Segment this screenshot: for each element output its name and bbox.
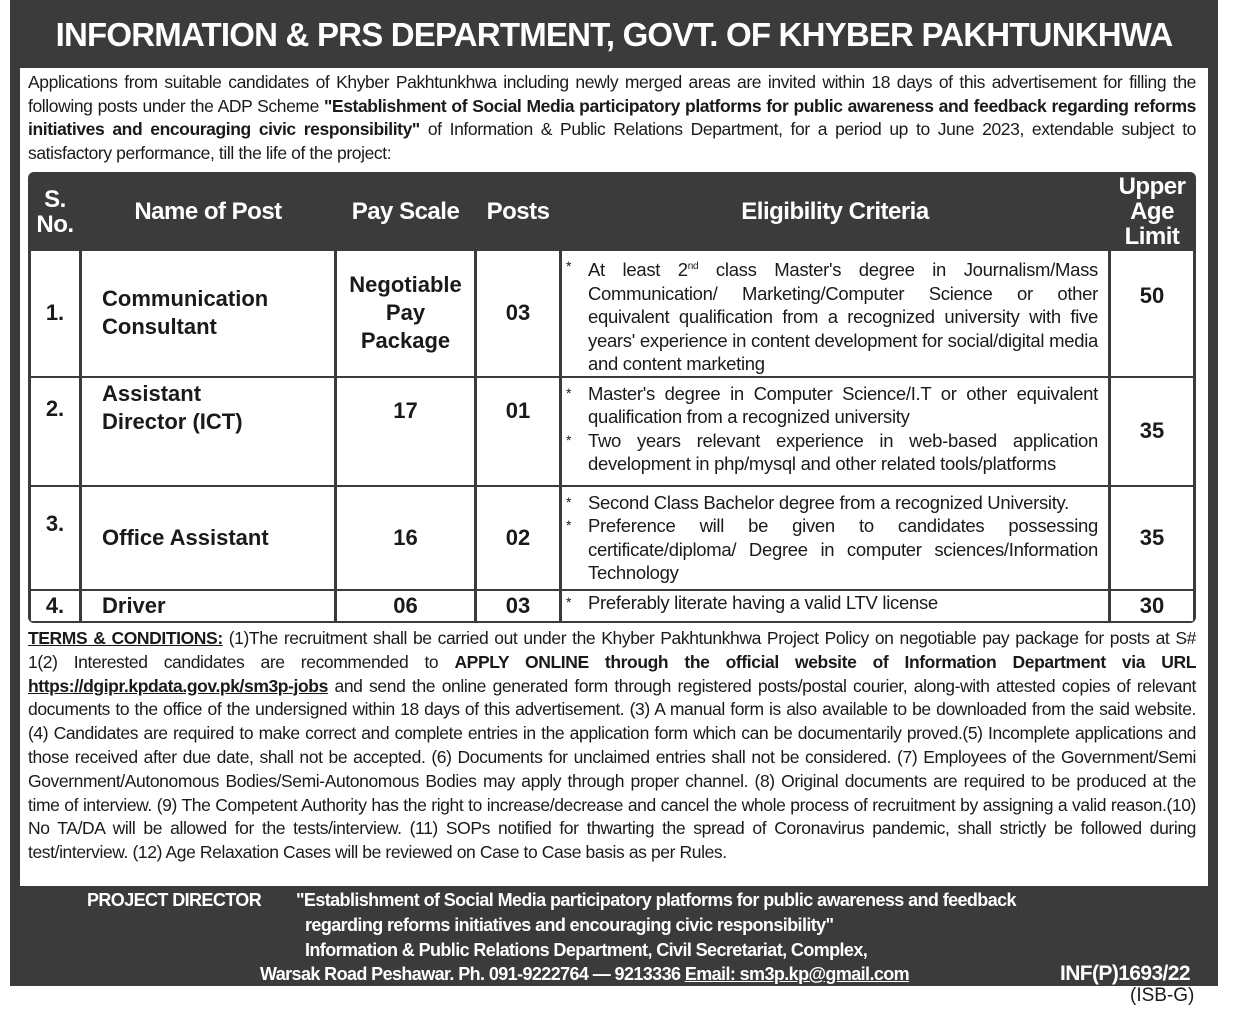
title-text: INFORMATION & PRS DEPARTMENT, GOVT. OF KHYBER PAKHTUNKHWA (55, 16, 1173, 53)
cell-pay: 17 (337, 378, 474, 485)
intro-paragraph (28, 71, 1196, 165)
cell-sno: 2. (31, 378, 79, 485)
footer-line-3: Information & Public Relations Department, Civil Secretariat, Complex, (305, 940, 868, 960)
cell-name: Driver (82, 591, 334, 621)
terms-text: and send the online generated form through registered posts/postal courier, along-with attested copies of relevant documents to the office of the undersigned within 18 days of this advertisement. (3) A manual form is also available to be downloaded from the said website. (4) Candidates are required to make correct and complete entries in the application form which can be documentarily proved.(5) Incomplete applications and those received after due date, shall not be accepted. (6) Documents for unclaimed entries shall not be considered. (7) Employees of the Government/Semi Government/Autonomous Bodies/Semi-Autonomous Bodies may apply through proper channel. (8) Original documents are required to be produced at the time of interview. (9) The Competent Authority has the right to increase/decrease and cancel the whole process of recruitment by assigning a valid reason.(10) No TA/DA will be allowed for the tests/interview. (11) SOPs notified for thwarting the spread of Coronavirus pandemic, shall strictly be followed during test/interview. (12) Age Relaxation Cases will be reviewed on Case to Case basis as per Rules. (28, 675, 1196, 863)
table-row (31, 487, 1193, 589)
cell-age: 50 (1111, 251, 1193, 376)
cell-age: 30 (1111, 591, 1193, 621)
footer-line-2: regarding reforms initiatives and encouraging civic responsibility" (305, 915, 834, 935)
header-eligibility: Eligibility Criteria (562, 174, 1108, 249)
cell-pay: Negotiable Pay Package (337, 251, 474, 376)
intro-text: Applications from suitable candidates of Khyber Pakhtunkhwa including newly merged areas are invited within 18 days of this advertisement for filling the following posts under the ADP Scheme (28, 72, 1196, 116)
footer-line-1: "Establishment of Social Media participatory platforms for public awareness and feedback (296, 890, 1016, 910)
table-header (31, 174, 1193, 249)
cell-sno: 3. (31, 487, 79, 589)
cell-age: 35 (1111, 378, 1193, 485)
cell-posts: 03 (477, 591, 559, 621)
table-row (31, 251, 1193, 376)
cell-sno: 4. (31, 591, 79, 621)
scheme-name: "Establishment of Social Media participatory platforms for public awareness and feedback regarding reforms initiatives and encouraging civic responsibility" (28, 95, 1196, 139)
terms-text: (1)The recruitment shall be carried out under the Khyber Pakhtunkhwa Project Policy on negotiable pay package for posts at S# 1(2) Interested candidates are recommended to (28, 628, 1196, 672)
terms-heading: TERMS & CONDITIONS: (28, 628, 223, 648)
cell-eligibility: * Second Class Bachelor degree from a recognized University. * Preference will be given to candidates possessing certificate/diploma/ Degree in computer sciences/Information Technology (562, 487, 1108, 589)
header-name: Name of Post (82, 174, 334, 249)
cell-name: Communication Consultant (82, 251, 334, 376)
cell-posts: 01 (477, 378, 559, 485)
cell-name: Office Assistant (82, 487, 334, 589)
apply-online-text: APPLY ONLINE through the official website of Information Department via URL (454, 651, 1196, 672)
cell-posts: 02 (477, 487, 559, 589)
email-link[interactable]: Email: sm3p.kp@gmail.com (684, 964, 910, 984)
cell-posts: 03 (477, 251, 559, 376)
header-pay: Pay Scale (337, 174, 474, 249)
cell-eligibility: * At least 2nd class Master's degree in Journalism/Mass Communication/ Marketing/Computer Science or other equivalent qualification from a recognized university with five years' experience in content development for social/digital media and content marketing (562, 251, 1108, 376)
header-age: Upper Age Limit (1111, 174, 1193, 249)
header-sno: S. No. (31, 174, 79, 249)
reference-number: INF(P)1693/22 (1060, 962, 1190, 985)
table-row (31, 591, 1193, 621)
intro-text: of Information & Public Relations Department, for a period up to June 2023, extendable subject to satisfactory performance, till the life of the project: (28, 119, 1196, 163)
table-row (31, 378, 1193, 485)
application-url-link[interactable]: https://dgipr.kpdata.gov.pk/sm3p-jobs (28, 675, 328, 696)
posts-table (28, 172, 1196, 623)
cell-age: 35 (1111, 487, 1193, 589)
cell-name: Assistant Director (ICT) (82, 378, 334, 485)
header-posts: Posts (477, 174, 559, 249)
agency-code: (ISB-G) (1130, 985, 1195, 1006)
cell-pay: 06 (337, 591, 474, 621)
cell-eligibility: * Master's degree in Computer Science/I.T or other equivalent qualification from a recognized university * Two years relevant experience in web-based application development in php/mysql and other related tools/platforms (562, 378, 1108, 485)
cell-pay: 16 (337, 487, 474, 589)
cell-eligibility: * Preferably literate having a valid LTV license (562, 591, 1108, 621)
ad-title (10, 2, 1218, 68)
cell-sno: 1. (31, 251, 79, 376)
terms-conditions (28, 627, 1196, 865)
footer-address: Warsak Road Peshawar. Ph. 091-9222764 — 9213336 Email: sm3p.kp@gmail.com (260, 964, 910, 984)
footer-designation: PROJECT DIRECTOR (87, 890, 262, 910)
